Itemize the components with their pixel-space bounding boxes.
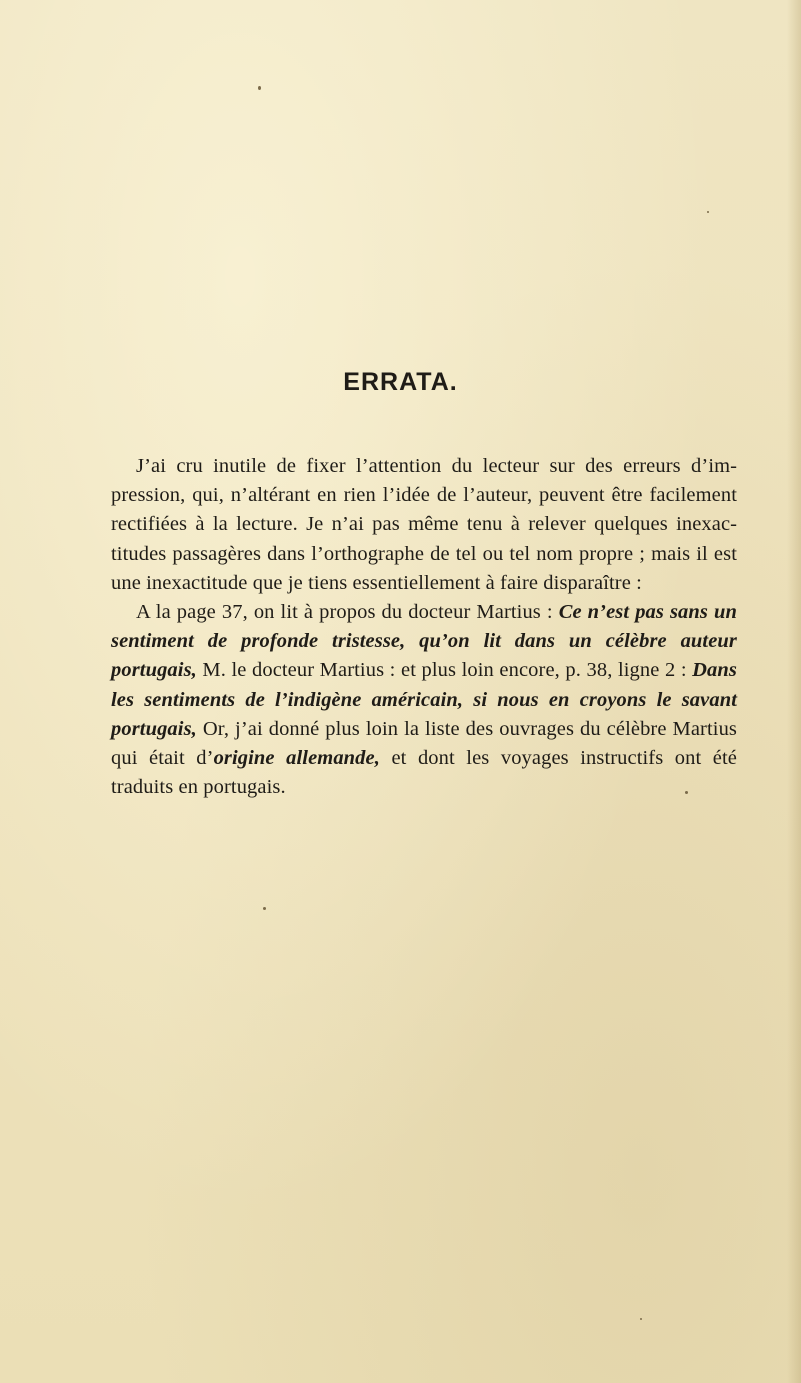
page-edge-shadow: [787, 0, 801, 1383]
paragraph-2-text: A la page 37, on lit à propos du docteur Martius :: [136, 601, 559, 624]
paragraph-1: [111, 452, 737, 598]
paper-speck: [685, 791, 688, 794]
paragraph-1-text: J’ai cru inutile de fixer l’attention du lecteur sur des erreurs d’impression, qui, n’altérant en rien l’idée de l’auteur, peuvent être facilement rectifiées à la lecture. Je n’ai pas même tenu à relever quelques inexactitudes passagères dans l’orthographe de tel ou tel nom propre ; mais il est une inexactitude que je tiens essentiellement à faire disparaître :: [111, 455, 737, 594]
paper-speck: [707, 211, 709, 213]
quotation-italic: Ce n’est pas sans un sentiment de profonde tristesse, qu’on lit dans un célèbre auteur portugais,: [111, 601, 737, 682]
paragraph-2-text: Or, j’ai donné plus loin la liste des ouvrages du célèbre Martius qui était d’: [111, 717, 737, 770]
paper-speck: [258, 86, 261, 90]
paper-speck: [640, 1318, 642, 1320]
errata-body: [111, 452, 737, 802]
paragraph-2: [111, 598, 737, 802]
paper-speck: [263, 907, 266, 910]
paragraph-2-text: M. le docteur Martius : et plus loin encore, p. 38, ligne 2 :: [196, 659, 693, 682]
quotation-italic: Dans les sentiments de l’indigène américain, si nous en croyons le savant portugais,: [111, 659, 737, 740]
page-title: ERRATA.: [343, 368, 458, 396]
emphasis-italic: origine allemande,: [213, 747, 380, 770]
paragraph-2-text: et dont les voyages instructifs ont été traduits en portugais.: [111, 747, 737, 799]
